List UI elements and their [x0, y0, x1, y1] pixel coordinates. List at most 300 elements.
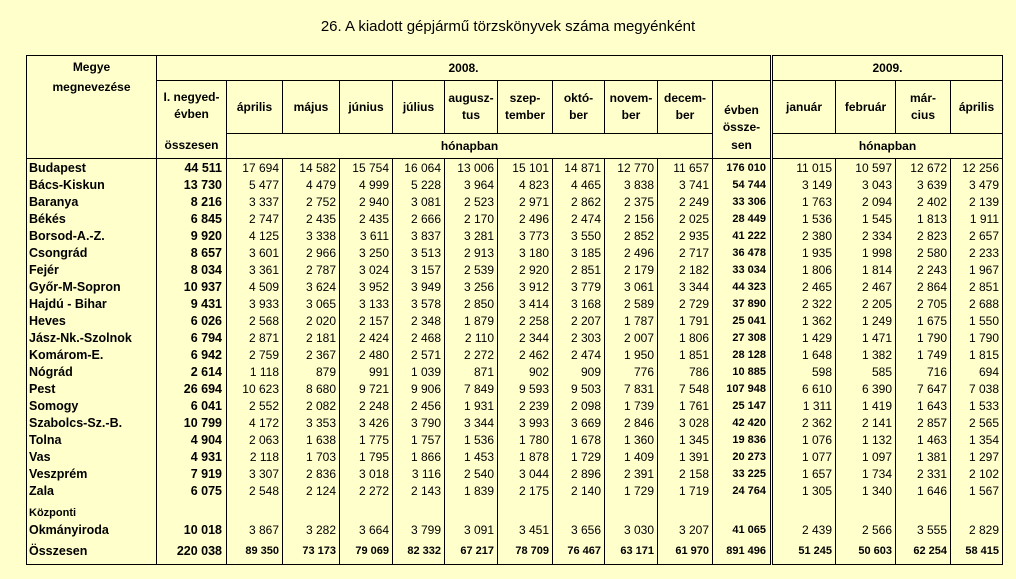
month-value-2009: 1 533 [951, 397, 1003, 414]
q1-value: 10 018 [157, 499, 227, 538]
month-label: január [785, 99, 822, 114]
month-value-2008: 2 207 [553, 312, 605, 329]
month-value-2008: 2 474 [553, 346, 605, 363]
county-name: Tolna [27, 431, 157, 448]
year-total-value: 891 496 [713, 538, 772, 565]
year-total-value: 27 308 [713, 329, 772, 346]
month-value-2009: 2 465 [772, 278, 836, 295]
month-value-2008: 1 878 [498, 448, 553, 465]
month-value-2008: 2 851 [553, 261, 605, 278]
month-value-2009: 1 815 [951, 346, 1003, 363]
month-value-2008: 3 656 [553, 499, 605, 538]
q1-value: 9 431 [157, 295, 227, 312]
month-value-2008: 1 879 [445, 312, 498, 329]
table-row [27, 397, 1003, 414]
month-value-2008: 3 024 [340, 261, 393, 278]
table-row [27, 431, 1003, 448]
month-label: április [958, 99, 995, 114]
month-label: augusz- [448, 91, 494, 105]
month-value-2008: 879 [283, 363, 340, 380]
month-value-2009: 1 382 [836, 346, 896, 363]
month-value-2008: 871 [445, 363, 498, 380]
month-value-2008: 1 729 [553, 448, 605, 465]
month-value-2008: 3 168 [553, 295, 605, 312]
month-value-2009: 2 139 [951, 193, 1003, 210]
month-value-2008: 15 101 [498, 159, 553, 177]
honapban-2009: hónapban [772, 134, 1003, 159]
month-label: április [236, 99, 273, 114]
month-value-2008: 3 157 [393, 261, 445, 278]
month-value-2008: 776 [605, 363, 658, 380]
month-value-2008: 3 773 [498, 227, 553, 244]
month-value-2008: 1 118 [227, 363, 283, 380]
month-value-2008: 1 761 [658, 397, 713, 414]
table-row [27, 482, 1003, 499]
month-value-2008: 1 757 [393, 431, 445, 448]
month-value-2008: 3 426 [340, 414, 393, 431]
month-value-2008: 7 831 [605, 380, 658, 397]
month-value-2008: 4 509 [227, 278, 283, 295]
month-value-2008: 2 920 [498, 261, 553, 278]
month-value-2008: 79 069 [340, 538, 393, 565]
month-value-2009: 2 334 [836, 227, 896, 244]
data-table [26, 55, 1003, 565]
month-value-2008: 2 179 [605, 261, 658, 278]
month-value-2009: 1 132 [836, 431, 896, 448]
month-value-2009: 1 471 [836, 329, 896, 346]
county-name-line2: Okmányiroda [29, 523, 109, 537]
month-value-2008: 3 578 [393, 295, 445, 312]
month-value-2008: 2 143 [393, 482, 445, 499]
month-header-2008 [605, 81, 658, 134]
month-value-2009: 12 672 [896, 159, 951, 177]
year-total-value: 25 041 [713, 312, 772, 329]
county-name: Jász-Nk.-Szolnok [27, 329, 157, 346]
q1-value: 9 920 [157, 227, 227, 244]
month-value-2009: 2 362 [772, 414, 836, 431]
month-value-2009: 6 390 [836, 380, 896, 397]
month-value-2008: 1 780 [498, 431, 553, 448]
q1-value: 6 942 [157, 346, 227, 363]
month-value-2009: 1 911 [951, 210, 1003, 227]
month-value-2008: 1 391 [658, 448, 713, 465]
month-value-2008: 1 775 [340, 431, 393, 448]
month-value-2008: 3 180 [498, 244, 553, 261]
month-value-2009: 2 823 [896, 227, 951, 244]
month-value-2009: 2 688 [951, 295, 1003, 312]
month-value-2008: 2 966 [283, 244, 340, 261]
month-value-2008: 2 435 [283, 210, 340, 227]
q1-value: 8 216 [157, 193, 227, 210]
month-value-2008: 3 611 [340, 227, 393, 244]
month-value-2009: 2 233 [951, 244, 1003, 261]
month-value-2008: 89 350 [227, 538, 283, 565]
county-name [27, 499, 157, 538]
month-value-2008: 5 477 [227, 176, 283, 193]
q1-value: 6 026 [157, 312, 227, 329]
month-value-2008: 16 064 [393, 159, 445, 177]
month-value-2008: 2 571 [393, 346, 445, 363]
month-value-2008: 4 172 [227, 414, 283, 431]
q1-value: 8 657 [157, 244, 227, 261]
month-value-2008: 3 256 [445, 278, 498, 295]
month-value-2009: 58 415 [951, 538, 1003, 565]
table-row [27, 329, 1003, 346]
table-row [27, 346, 1003, 363]
month-value-2008: 2 717 [658, 244, 713, 261]
q1-value: 44 511 [157, 159, 227, 177]
month-value-2009: 1 657 [772, 465, 836, 482]
month-value-2008: 2 367 [283, 346, 340, 363]
month-value-2009: 1 643 [896, 397, 951, 414]
month-value-2008: 3 344 [658, 278, 713, 295]
q1-value: 26 694 [157, 380, 227, 397]
evben-header [713, 81, 772, 134]
month-value-2008: 2 523 [445, 193, 498, 210]
month-value-2009: 7 647 [896, 380, 951, 397]
month-value-2008: 3 790 [393, 414, 445, 431]
month-value-2008: 2 836 [283, 465, 340, 482]
month-value-2009: 1 305 [772, 482, 836, 499]
month-value-2008: 2 568 [227, 312, 283, 329]
month-header-2009 [836, 81, 896, 134]
month-value-2008: 2 468 [393, 329, 445, 346]
month-value-2008: 3 133 [340, 295, 393, 312]
table-row [27, 227, 1003, 244]
month-value-2008: 2 496 [498, 210, 553, 227]
q1-header: I. negyed- évben [157, 81, 227, 134]
month-value-2008: 1 678 [553, 431, 605, 448]
county-name: Komárom-E. [27, 346, 157, 363]
month-value-2008: 2 496 [605, 244, 658, 261]
month-value-2008: 2 258 [498, 312, 553, 329]
month-header-2009 [772, 81, 836, 134]
month-value-2008: 2 539 [445, 261, 498, 278]
month-value-2008: 2 871 [227, 329, 283, 346]
month-value-2008: 5 228 [393, 176, 445, 193]
month-value-2008: 2 272 [340, 482, 393, 499]
month-label: novem- [609, 91, 653, 105]
evben-label-cont: össze- [722, 119, 761, 134]
month-value-2008: 9 906 [393, 380, 445, 397]
month-value-2009: 2 094 [836, 193, 896, 210]
table-row [27, 448, 1003, 465]
month-value-2008: 1 739 [605, 397, 658, 414]
q1-value: 7 919 [157, 465, 227, 482]
month-value-2008: 3 030 [605, 499, 658, 538]
month-value-2008: 3 307 [227, 465, 283, 482]
month-label: decem- [663, 91, 707, 105]
month-value-2008: 3 550 [553, 227, 605, 244]
month-value-2009: 1 076 [772, 431, 836, 448]
month-value-2008: 2 747 [227, 210, 283, 227]
month-value-2008: 1 453 [445, 448, 498, 465]
month-value-2009: 3 479 [951, 176, 1003, 193]
month-value-2008: 2 082 [283, 397, 340, 414]
county-name: Nógrád [27, 363, 157, 380]
month-value-2009: 1 536 [772, 210, 836, 227]
year-total-value: 28 128 [713, 346, 772, 363]
county-name: Heves [27, 312, 157, 329]
month-value-2008: 1 851 [658, 346, 713, 363]
month-value-2008: 2 248 [340, 397, 393, 414]
year-total-value: 33 306 [713, 193, 772, 210]
table-title: 26. A kiadott gépjármű törzskönyvek száma megyénként [320, 18, 696, 35]
month-value-2008: 4 999 [340, 176, 393, 193]
month-header-2008 [445, 81, 498, 134]
q1-value: 220 038 [157, 538, 227, 565]
month-value-2008: 2 552 [227, 397, 283, 414]
month-value-2008: 3 185 [553, 244, 605, 261]
month-label: július [402, 99, 435, 114]
month-header-2008 [658, 81, 713, 134]
year-total-value: 107 948 [713, 380, 772, 397]
month-value-2008: 61 970 [658, 538, 713, 565]
evben-header-sen: sen [713, 134, 772, 159]
month-value-2008: 2 098 [553, 397, 605, 414]
month-value-2009: 1 249 [836, 312, 896, 329]
month-value-2009: 3 555 [896, 499, 951, 538]
month-value-2008: 3 451 [498, 499, 553, 538]
month-value-2008: 3 337 [227, 193, 283, 210]
month-header-2008 [283, 81, 340, 134]
table-row [27, 176, 1003, 193]
month-label: május [293, 99, 329, 114]
month-value-2008: 4 465 [553, 176, 605, 193]
month-value-2008: 2 850 [445, 295, 498, 312]
table-row [27, 380, 1003, 397]
month-value-2008: 1 839 [445, 482, 498, 499]
table-row [27, 193, 1003, 210]
month-value-2008: 991 [340, 363, 393, 380]
q1-value: 10 937 [157, 278, 227, 295]
table-row [27, 363, 1003, 380]
month-value-2008: 3 741 [658, 176, 713, 193]
month-value-2008: 9 593 [498, 380, 553, 397]
month-value-2008: 2 272 [445, 346, 498, 363]
q1-value: 4 931 [157, 448, 227, 465]
month-value-2008: 2 480 [340, 346, 393, 363]
month-header-2009 [951, 81, 1003, 134]
month-value-2008: 2 935 [658, 227, 713, 244]
month-value-2009: 1 648 [772, 346, 836, 363]
month-value-2008: 3 018 [340, 465, 393, 482]
month-value-2009: 1 749 [896, 346, 951, 363]
month-value-2008: 3 281 [445, 227, 498, 244]
table-row [27, 261, 1003, 278]
month-value-2009: 1 675 [896, 312, 951, 329]
q1-header-osszesen: összesen [157, 134, 227, 159]
month-value-2008: 2 348 [393, 312, 445, 329]
month-value-2009: 3 149 [772, 176, 836, 193]
month-value-2008: 2 462 [498, 346, 553, 363]
month-value-2009: 2 705 [896, 295, 951, 312]
month-value-2008: 2 862 [553, 193, 605, 210]
month-value-2008: 909 [553, 363, 605, 380]
q1-value: 6 845 [157, 210, 227, 227]
month-label: októ- [563, 91, 594, 105]
month-value-2009: 1 381 [896, 448, 951, 465]
year-total-value: 19 836 [713, 431, 772, 448]
month-header-2008 [393, 81, 445, 134]
year-total-value: 37 890 [713, 295, 772, 312]
month-value-2008: 3 061 [605, 278, 658, 295]
month-value-2008: 2 548 [227, 482, 283, 499]
month-value-2008: 1 345 [658, 431, 713, 448]
month-label-cont: cius [910, 108, 935, 122]
month-label: június [348, 99, 384, 114]
month-value-2008: 3 837 [393, 227, 445, 244]
month-value-2008: 2 170 [445, 210, 498, 227]
month-label-cont: ber [675, 108, 695, 122]
month-value-2008: 3 949 [393, 278, 445, 295]
month-value-2008: 2 787 [283, 261, 340, 278]
month-label-cont: ber [569, 108, 588, 122]
month-value-2008: 4 823 [498, 176, 553, 193]
q1-value: 2 614 [157, 363, 227, 380]
month-value-2008: 1 039 [393, 363, 445, 380]
month-value-2008: 3 624 [283, 278, 340, 295]
month-value-2009: 2 380 [772, 227, 836, 244]
month-value-2008: 2 156 [605, 210, 658, 227]
month-value-2008: 2 303 [553, 329, 605, 346]
year-total-value: 42 420 [713, 414, 772, 431]
month-value-2008: 14 582 [283, 159, 340, 177]
month-header-2008 [227, 81, 283, 134]
county-name: Szabolcs-Sz.-B. [27, 414, 157, 431]
year-total-value: 33 034 [713, 261, 772, 278]
month-header-2009 [896, 81, 951, 134]
month-value-2009: 1 763 [772, 193, 836, 210]
month-label-cont: tus [462, 108, 480, 122]
month-value-2008: 2 913 [445, 244, 498, 261]
month-value-2008: 3 867 [227, 499, 283, 538]
table-row [27, 312, 1003, 329]
month-label: február [844, 99, 887, 114]
month-value-2009: 716 [896, 363, 951, 380]
month-value-2009: 1 077 [772, 448, 836, 465]
month-value-2008: 3 414 [498, 295, 553, 312]
month-value-2008: 1 795 [340, 448, 393, 465]
month-value-2009: 1 967 [951, 261, 1003, 278]
month-value-2008: 7 849 [445, 380, 498, 397]
month-header-2008 [553, 81, 605, 134]
month-value-2009: 1 790 [896, 329, 951, 346]
month-value-2008: 1 409 [605, 448, 658, 465]
month-value-2009: 694 [951, 363, 1003, 380]
table-row-kozponti [27, 499, 1003, 538]
month-value-2008: 2 007 [605, 329, 658, 346]
month-value-2009: 6 610 [772, 380, 836, 397]
month-value-2009: 2 205 [836, 295, 896, 312]
month-value-2008: 2 474 [553, 210, 605, 227]
year-total-value: 28 449 [713, 210, 772, 227]
month-value-2008: 1 787 [605, 312, 658, 329]
month-value-2008: 1 866 [393, 448, 445, 465]
month-value-2008: 2 729 [658, 295, 713, 312]
month-value-2008: 3 250 [340, 244, 393, 261]
month-label-cont: ber [621, 108, 641, 122]
month-value-2008: 2 157 [340, 312, 393, 329]
year-total-value: 36 478 [713, 244, 772, 261]
month-value-2009: 2 566 [836, 499, 896, 538]
county-name: Borsod-A.-Z. [27, 227, 157, 244]
month-label: szep- [509, 91, 541, 105]
month-value-2008: 8 680 [283, 380, 340, 397]
month-value-2008: 2 846 [605, 414, 658, 431]
month-value-2008: 2 110 [445, 329, 498, 346]
year-total-value: 41 222 [713, 227, 772, 244]
month-value-2009: 1 362 [772, 312, 836, 329]
month-value-2008: 3 344 [445, 414, 498, 431]
month-value-2009: 12 256 [951, 159, 1003, 177]
year-total-value: 10 885 [713, 363, 772, 380]
month-value-2009: 1 734 [836, 465, 896, 482]
month-value-2008: 1 931 [445, 397, 498, 414]
month-value-2009: 1 567 [951, 482, 1003, 499]
month-value-2009: 2 141 [836, 414, 896, 431]
county-name: Veszprém [27, 465, 157, 482]
month-value-2008: 1 950 [605, 346, 658, 363]
county-name: Bács-Kiskun [27, 176, 157, 193]
year-total-value: 44 323 [713, 278, 772, 295]
month-value-2008: 3 353 [283, 414, 340, 431]
month-value-2008: 2 940 [340, 193, 393, 210]
table-row [27, 210, 1003, 227]
month-value-2008: 1 729 [605, 482, 658, 499]
month-value-2008: 2 239 [498, 397, 553, 414]
q1-value: 10 799 [157, 414, 227, 431]
month-value-2008: 1 638 [283, 431, 340, 448]
month-value-2009: 1 814 [836, 261, 896, 278]
month-value-2008: 3 116 [393, 465, 445, 482]
month-value-2008: 1 806 [658, 329, 713, 346]
month-value-2008: 12 770 [605, 159, 658, 177]
year-total-value: 24 764 [713, 482, 772, 499]
month-value-2008: 3 952 [340, 278, 393, 295]
county-name: Zala [27, 482, 157, 499]
month-value-2009: 598 [772, 363, 836, 380]
county-name: Összesen [27, 538, 157, 565]
month-value-2008: 76 467 [553, 538, 605, 565]
month-value-2008: 13 006 [445, 159, 498, 177]
table-row [27, 295, 1003, 312]
month-value-2009: 1 354 [951, 431, 1003, 448]
month-value-2009: 1 550 [951, 312, 1003, 329]
month-value-2009: 2 102 [951, 465, 1003, 482]
q1-value: 6 041 [157, 397, 227, 414]
table-row-summary [27, 538, 1003, 565]
month-value-2008: 17 694 [227, 159, 283, 177]
month-value-2008: 4 125 [227, 227, 283, 244]
month-value-2008: 2 540 [445, 465, 498, 482]
month-value-2008: 2 666 [393, 210, 445, 227]
month-value-2009: 2 864 [896, 278, 951, 295]
month-header-2008 [340, 81, 393, 134]
honapban-2008: hónapban [227, 134, 713, 159]
month-value-2009: 11 015 [772, 159, 836, 177]
year-total-value: 33 225 [713, 465, 772, 482]
month-value-2009: 3 639 [896, 176, 951, 193]
month-value-2008: 2 424 [340, 329, 393, 346]
month-header-2008 [498, 81, 553, 134]
month-value-2008: 2 182 [658, 261, 713, 278]
table-row [27, 278, 1003, 295]
county-name: Győr-M-Sopron [27, 278, 157, 295]
month-value-2008: 3 028 [658, 414, 713, 431]
month-value-2008: 9 503 [553, 380, 605, 397]
month-value-2008: 67 217 [445, 538, 498, 565]
